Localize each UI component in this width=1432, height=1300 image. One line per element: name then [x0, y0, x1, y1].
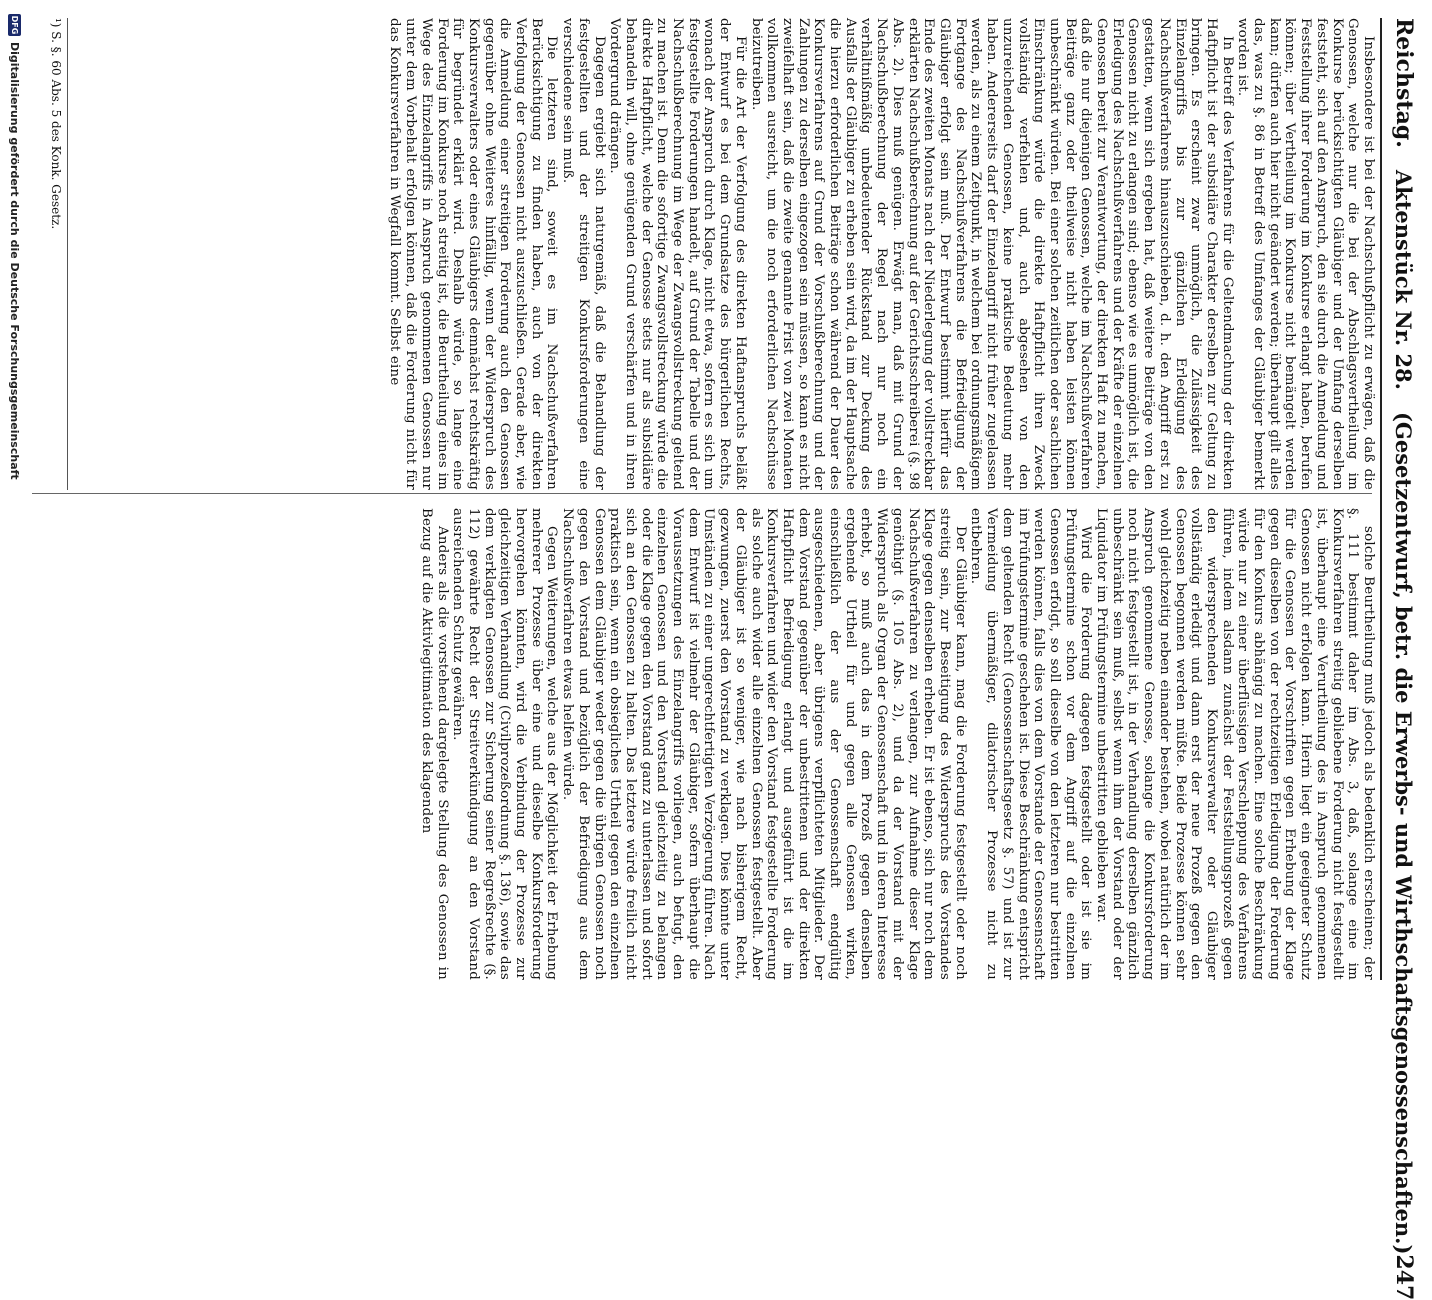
- credit-text: Digitalisierung gefördert durch die Deutsche Forschungsgemeinschaft: [8, 42, 22, 480]
- page-header: [1384, 18, 1424, 1300]
- paragraph: Gegen Weiterungen, welche aus der Möglichkeit der Erhebung mehrerer Prozesse über eine und dieselbe Konkursforderung hervorgehen könnten, wird die Verbindung der Prozesse zur gleichzeitigen Verhandlung (Civilprozeßordnung §. 136), sowie das dem verklagten Genossen zur Sicherung seiner Regreßrechte (§. 112) gewährte Recht der Streitverkündigung an den Vorstand ausreichenden Schutz gewähren.: [450, 508, 560, 980]
- column-divider: [32, 493, 1372, 494]
- paragraph: Dagegen ergiebt sich naturgemäß, daß die Behandlung der festgestellten und der streitigen Konkursforderungen eine verschiedene sein muß.: [560, 18, 607, 490]
- dfg-logo-icon: DFG: [10, 15, 20, 35]
- paragraph: Für die Art der Verfolgung des direkten Haftanspruchs beläßt der Entwurf es bei dem Grundsatze des bürgerlichen Rechts, wonach der Anspruch durch Klage, nicht etwa, sofern es sich um festgestellte Forderungen handelt, auf Grund der Tabelle und der Nachschußberechnung im Wege der Zwangsvollstreckung geltend zu machen ist. Denn die sofortige Zwangsvollstreckung würde die direkte Haftpflicht, welche der Genosse stets nur als subsidiäre behandeln will, ohne genügenden Grund verschärfen und in ihren Vordergrund drängen.: [607, 18, 748, 490]
- page-number: 247: [1391, 1254, 1417, 1300]
- paragraph: solche Beurtheilung muß jedoch als bedenklich erscheinen; der §. 111 bestimmt daher im Abs. 3, daß, solange eine im Konkursverfahren streitig gebliebene Forderung nicht festgestellt ist, überhaupt eine Verurtheilung des in Anspruch genommenen Genossen nicht erfolgen kann. Hierin liegt ein geeigneter Schutz für die Genossen der Vorschriften gegen Erhebung der Klage gegen dieselben von der rechtzeitigen Erledigung der Forderung für den Konkurs abhängig zu machen. Eine solche Beschränkung würde nur zu einer überflüssigen Verschleppung des Verfahrens führen, indem alsdann zunächst der Feststellungsprozeß gegen den widersprechenden Konkursverwalter oder Gläubiger vollständig erledigt und dann erst der neue Prozeß gegen den Genossen begonnen werden müßte. Beide Prozesse können sehr wohl gleichzeitig neben einander bestehen, wobei natürlich der im Anspruch genommene Genosse, solange die Konkursforderung noch nicht festgestellt ist, in der Verhandlung derselben gänzlich unbeschränkt sein muß, selbst wenn ihm der Vorstand oder der Liquidator im Prüfungstermine unbestritten geblieben war.: [1094, 508, 1376, 980]
- header-title: Reichstag.: [1391, 18, 1417, 148]
- text-column-left: [6, 18, 1376, 490]
- header-subtitle: (Gesetzentwurf, betr. die Erwerbs- und Wirthschaftsgenossenschaften.): [1391, 411, 1417, 1255]
- header-document-number: Aktenstück Nr. 28.: [1391, 169, 1417, 390]
- paragraph: Insbesondere ist bei der Nachschußpflicht zu erwägen, daß die Genossen, welche nur die bei der Abschlagsvertheilung im Konkurse berücksichtigten Gläubiger und der Umfang derselben feststeht, sich auf den Anspruch, den sie durch die Anmeldung und Feststellung ihrer Forderung im Konkurse erlangt haben, berufen können; über Vertheilung im Konkurse nicht bemängelt werden kann; dürfen auch hier nicht geändert werden; überhaupt gilt alles das, was zu §. 86 in Betreff des Umfanges der Gläubiger bemerkt worden ist.: [1235, 18, 1376, 490]
- footnote: ¹) S. §. 60 Abs. 5 des Konk. Gesetz.: [41, 18, 68, 490]
- paragraph: Wird die Forderung dagegen festgestellt oder ist sie im Prüfungstermine schon vor dem Angriff auf die einzelnen Genossen erfolgt, so soll dieselbe von den letzteren nur bestritten werden können, falls dies von dem Vorstande der Genossenschaft im Prüfungstermine geschehen ist. Diese Beschränkung entspricht dem geltenden Recht (Genossenschaftsgesetz §. 57) und ist zur Vermeidung übermäßiger, dilatorischer Prozesse nicht zu entbehren.: [968, 508, 1094, 980]
- header-rule: [1380, 18, 1382, 980]
- paragraph: Anders als die vorstehend dargelegte Stellung des Genossen in Bezug auf die Aktivlegitimation des klagenden: [418, 508, 450, 980]
- paragraph: Die letzteren sind, soweit es im Nachschußverfahren Berücksichtigung zu finden haben, auch von der direkten Verfolgung der Genossen nicht auszuschließen. Gerade aber, wie die Anmeldung einer streitigen Forderung auch den Genossen gegenüber ohne Weiteres hinfällig, wenn der Widerspruch des Konkursverwalters oder eines Gläubigers demnächst rechtskräftig für begründet erklärt wird. Deshalb würde, so lange eine Forderung im Konkurse noch streitig ist, die Beurtheilung eines im Wege des Einzelangriffs in Anspruch genommenen Genossen nur unter dem Vorbehalt erfolgen können, daß die Forderung nicht für das Konkursverfahren in Wegfall kommt. Selbst eine: [387, 18, 560, 490]
- paragraph: In Betreff des Verfahrens für die Geltendmachung der direkten Haftpflicht ist der subsidiäre Charakter derselben zur Geltung zu bringen. Es erscheint zwar unmöglich, die Zulässigkeit des Einzelangriffs bis zur gänzlichen Erledigung des Nachschußverfahrens hinauszuschieben, d. h. den Angriff erst zu gestatten, wenn sich ergeben hat, daß weitere Beiträge von den Genossen nicht zu erlangen sind; ebenso wie es unmöglich ist, die Erledigung des Nachschußverfahrens und der Kräfte der einzelnen Genossen bereit zur Verantwortung, der direkten Haft zu machen, daß die nur diejenigen Genossen, welche im Nachschußverfahren Beiträge ganz oder theilweise nicht haben leisten können unbeschränkt würden. Bei einer solchen zeitlichen oder sachlichen Einschränkung würde die direkte Haftpflicht ihren Zweck vollständig verfehlen und, auch abgesehen von den unzureichenden Genossen, keine praktische Bedeutung mehr haben. Andererseits darf der Einzelangriff nicht früher zugelassen werden, als zu einem Zeitpunkt, in welchem bei ordnungsmäßigem Fortgange des Nachschußverfahrens die Befriedigung der Gläubiger erfolgt sein muß. Der Entwurf bestimmt hierfür das Ende des zweiten Monats nach der Niederlegung der vollstreckbar erklärten Nachschußberechnung auf der Gerichtsschreiberei (§. 98 Abs. 2). Dies muß genügen. Erwägt man, daß mit Grund der Nachschußberechnung der Regel nach nur noch ein verhältnißmäßig unbedeutender Rückstand zur Deckung des Ausfalls der Gläubiger zu erheben sein wird, da im der Hauptsache die hierzu erforderlichen Beiträge schon während der Dauer des Konkursverfahrens auf Grund der Vorschußberechnung und der Zahlungen zu derselben eingezogen sein müssen, so kann es nicht zweifelhaft sein, daß die zweite genannte Frist von zwei Monaten vollkommen ausreicht, um die noch erforderlichen Nachschüsse beizutreiben.: [748, 18, 1235, 490]
- paragraph: Der Gläubiger kann, mag die Forderung festgestellt oder noch streitig sein, zur Beseitigung des Widerspruchs des Vorstandes Klage gegen denselben erheben. Er ist ebenso, sich nur noch dem Nachschußverfahren zu verlangen, zur Aufnahme dieser Klage genöthigt (§. 105 Abs. 2), und da der Vorstand mit der Widerspruch als Organ der Genossenschaft und in deren Interesse erhebt, so muß auch das in dem Prozeß gegen denselben ergehende Urtheil für und gegen alle Genossen wirken, einschließlich der aus der Genossenschaft endgültig ausgeschiedenen, aber übrigens verpflichteten Mitglieder. Der dem Vorstand gegenüber der unbestrittenen und der direkten Haftpflicht Befriedigung erlangt und ausgeführt ist die im Konkursverfahren und wider den Vorstand festgestellte Forderung als solche auch wider alle einzelnen Genossen festgestellt. Aber der Gläubiger ist so weniger, wie nach bisherigem Recht, gezwungen, zuerst den Vorstand zu verklagen. Dies könnte unter Umständen zu einer ungerechtfertigten Verzögerung führen. Nach dem Entwurf ist vielmehr der Gläubiger, sofern überhaupt die Voraussetzungen des Einzelangriffs vorliegen, auch befugt, den einzelnen Genossen und den Vorstand gleichzeitig zu belangen oder die Klage gegen den Vorstand ganz zu unterlassen und sofort sich an den Genossen zu halten. Das letztere würde freilich nicht praktisch sein, wenn ein obsiegliches Urtheil gegen den einzelnen Genossen dem Gläubiger weder gegen die übrigen Genossen noch gegen den Vorstand und bezüglich der Befriedigung aus dem Nachschußverfahren etwas helfen würde.: [560, 508, 968, 980]
- digitization-credit: [6, 14, 24, 984]
- text-column-right: [86, 508, 1376, 980]
